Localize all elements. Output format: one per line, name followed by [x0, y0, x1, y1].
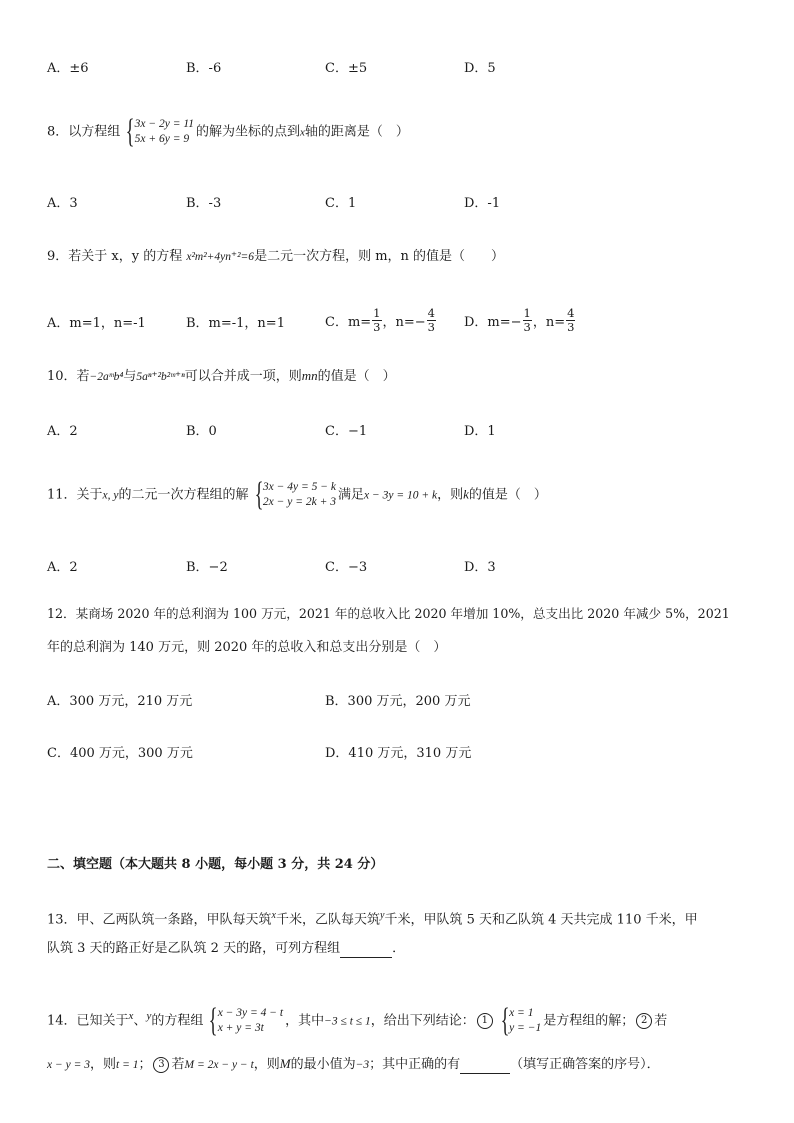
q12-line-2: 年的总利润为 140 万元，则 2020 年的总收入和总支出分别是（ ）	[47, 640, 447, 655]
q8-option-a: A．3	[47, 196, 78, 211]
q14-text-e: 是方程组的解；	[543, 1013, 635, 1029]
q8-suffix-b: 轴的距离是（ ）	[304, 124, 409, 140]
q9-option-d-prefix: D．m=−	[464, 314, 522, 330]
q14-equation-system: { x − 3y = 4 − t x + y = 3t	[209, 1001, 284, 1039]
q14-l2-i: 的最小值为	[290, 1057, 356, 1072]
frac-numerator: 4	[567, 305, 575, 320]
q12-line-1: 12．某商场 2020 年的总利润为 100 万元，2021 年的总收入比 2020 年增加 10%，总支出比 2020 年减少 5%，2021	[47, 606, 730, 621]
q14-l2-d: ；	[138, 1057, 152, 1072]
q11-text-a: 11．关于	[47, 487, 103, 503]
q13-answer-blank	[340, 941, 392, 958]
q14-l2-l: （填写正确答案的序号）．	[510, 1057, 660, 1072]
q11-option-c: C．−3	[325, 560, 368, 575]
q14-text-a: 14．已知关于	[47, 1013, 129, 1029]
q11-option-d: D．3	[464, 560, 496, 575]
q14-sep: 、	[133, 1013, 147, 1029]
q9-option-d-mid: ，n=	[532, 314, 566, 330]
frac-denominator: 3	[567, 319, 575, 334]
q13-text-a: 13．甲、乙两队筑一条路，甲队每天筑	[47, 912, 272, 928]
q8-option-b: B．-3	[186, 196, 222, 211]
q10-text-d: 的值是（ ）	[317, 369, 396, 384]
q11-eq1: 3x − 4y = 5 − k	[262, 481, 336, 493]
q10-option-d: D．1	[464, 424, 496, 439]
q8-suffix-a: 的解为坐标的点到	[196, 124, 301, 140]
q14-m-var: M	[279, 1056, 291, 1071]
q13-y: y	[380, 910, 385, 921]
q10-stem	[47, 368, 396, 385]
q14-line-1	[47, 1000, 667, 1038]
frac-denominator: 3	[373, 319, 381, 334]
q8-option-d: D．-1	[464, 196, 501, 211]
q8-option-c: C．1	[325, 196, 357, 211]
q14-x: x	[128, 1010, 134, 1022]
q11-text-e: 的值是（ ）	[468, 487, 547, 503]
q8-eq2: 5x + 6y = 9	[134, 133, 190, 145]
q14-text-b: 的方程组	[151, 1013, 204, 1029]
q11-text-d: ，则	[437, 487, 464, 503]
q14-eq2: x + y = 3t	[217, 1021, 264, 1034]
q14-answer-blank	[460, 1057, 510, 1074]
q11-stem	[47, 478, 547, 512]
frac-numerator: 1	[373, 305, 381, 320]
q9-option-d-frac-m	[523, 307, 532, 334]
frac-numerator: 4	[427, 305, 435, 320]
q11-option-b: B．−2	[186, 560, 228, 575]
circled-number-1: 1	[477, 1013, 493, 1029]
q11-eq2: 2x − y = 2k + 3	[262, 496, 336, 508]
q9-option-c-frac-m	[372, 307, 381, 334]
q13-line-2	[47, 941, 405, 958]
q10-var: mn	[301, 368, 318, 383]
q7-option-c: C．±5	[325, 61, 368, 76]
q14-line-2	[47, 1056, 660, 1074]
frac-denominator: 3	[523, 319, 531, 334]
q8-prefix: 8．以方程组	[47, 124, 121, 140]
circled-number-3: 3	[153, 1057, 169, 1073]
q12-option-a: A．300 万元，210 万元	[47, 694, 193, 709]
q13-line-1	[47, 908, 698, 928]
q13-x: x	[271, 910, 276, 921]
q9-expression: x²m²+4yn⁺²=6	[186, 251, 255, 263]
q9-option-a: A．m=1，n=-1	[47, 316, 146, 331]
q7-option-d: D．5	[464, 61, 496, 76]
q11-option-a: A．2	[47, 560, 78, 575]
q11-vars: x, y	[102, 489, 119, 502]
q12-option-b: B．300 万元，200 万元	[325, 694, 471, 709]
q14-l2-k: ；其中正确的有	[369, 1057, 461, 1072]
q9-stem	[47, 249, 504, 265]
q7-option-a: A．±6	[47, 61, 89, 76]
q9-option-c-mid: ，n=−	[382, 314, 426, 330]
q14-cond-t: t = 1	[116, 1059, 139, 1071]
q8-equation-system: { 3x − 2y = 11 5x + 6y = 9	[125, 113, 194, 150]
q13-text-b: 千米，乙队每天筑	[276, 912, 381, 928]
q11-text-c: 满足	[337, 487, 364, 503]
q10-expression-1: −2aᵐb⁴	[89, 371, 124, 383]
q10-text-c: 可以合并成一项，则	[184, 369, 302, 384]
q14-l2-g: ，则	[253, 1057, 280, 1072]
frac-denominator: 3	[427, 319, 435, 334]
q8-eq1: 3x − 2y = 11	[134, 118, 194, 130]
q9-option-c	[325, 300, 437, 340]
q8-stem	[47, 115, 409, 149]
q8-var: x	[300, 126, 305, 139]
q14-solution-system: { x = 1 y = −1	[500, 1001, 542, 1039]
q10-option-a: A．2	[47, 424, 78, 439]
q9-option-b: B．m=-1，n=1	[186, 316, 285, 331]
q14-l2-e: 若	[171, 1057, 185, 1072]
q14-y: y	[146, 1010, 152, 1022]
circled-number-2: 2	[636, 1013, 652, 1029]
q14-range: −3 ≤ t ≤ 1	[324, 1015, 371, 1028]
q14-min-value: −3	[355, 1059, 370, 1071]
q10-expression-2: 5aⁿ⁺²b²ᵐ⁺ⁿ	[136, 371, 185, 383]
q14-text-d: ，给出下列结论：	[370, 1013, 475, 1029]
q9-option-c-frac-n	[427, 307, 436, 334]
q11-equation-system: { 3x − 4y = 5 − k 2x − y = 2k + 3	[254, 476, 336, 513]
q9-option-d-frac-n	[566, 307, 575, 334]
q13-text-c: 千米，甲队筑 5 天和乙队筑 4 天共完成 110 千米，甲	[384, 912, 698, 928]
q14-m-def: M = 2x − y − t	[184, 1059, 254, 1071]
q10-option-c: C．−1	[325, 424, 368, 439]
q14-sol-x: x = 1	[509, 1006, 534, 1019]
q11-text-b: 的二元一次方程组的解	[118, 487, 249, 503]
q10-text-a: 10．若	[47, 369, 90, 384]
q12-option-d: D．410 万元，310 万元	[325, 746, 472, 761]
q14-cond-xy: x − y = 3	[47, 1059, 90, 1071]
q14-l2-b: ，则	[89, 1057, 116, 1072]
q14-text-f: 若	[654, 1013, 668, 1029]
section-title-fill-in: 二、填空题（本大题共 8 小题，每小题 3 分，共 24 分）	[47, 857, 384, 872]
q9-text-b: 是二元一次方程，则 m，n 的值是（ ）	[254, 249, 505, 264]
frac-numerator: 1	[523, 305, 531, 320]
q9-option-d	[464, 300, 576, 340]
q11-condition: x − 3y = 10 + k	[363, 489, 438, 502]
q13-line2-text: 队筑 3 天的路正好是乙队筑 2 天的路，可列方程组	[47, 941, 341, 956]
q10-option-b: B．0	[186, 424, 217, 439]
q12-option-c: C．400 万元，300 万元	[47, 746, 193, 761]
q9-option-c-prefix: C．m=	[325, 314, 372, 330]
q10-text-b: 与	[123, 369, 137, 384]
q7-option-b: B．-6	[186, 61, 222, 76]
q11-k: k	[463, 486, 469, 502]
q9-text-a: 9．若关于 x，y 的方程	[47, 249, 187, 264]
q14-text-c: ，其中	[285, 1013, 325, 1029]
q14-eq1: x − 3y = 4 − t	[217, 1006, 284, 1019]
q13-end: ．	[392, 941, 406, 956]
q14-sol-y: y = −1	[509, 1021, 542, 1034]
